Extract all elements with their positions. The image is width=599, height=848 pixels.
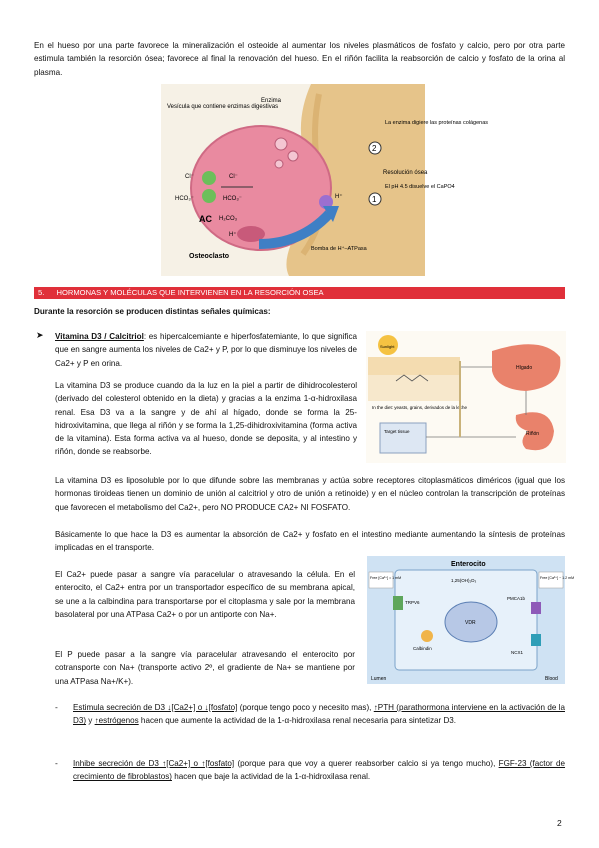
dash-bullet-2: - xyxy=(55,758,58,768)
enterocyte-diagram xyxy=(367,556,575,684)
vitd-term: Vitamina D3 / Calcitriol xyxy=(55,332,144,341)
h2co3-label: H₂CO₃ xyxy=(219,216,238,222)
dash-item-1-part-6: hacen que aumente la actividad de la 1-α-hidroxilasa renal necesaria para sintetizar D3. xyxy=(138,716,457,726)
vitd-label: 1,25(OH)₂D₃ xyxy=(451,578,477,583)
osteoclast-label: Osteoclasto xyxy=(189,253,230,260)
resorption-label: Resolución ósea xyxy=(383,170,428,176)
section-title: HORMONAS Y MOLÉCULAS QUE INTERVIENEN EN LA RESORCIÓN OSEA xyxy=(56,288,324,297)
vitd-diagram xyxy=(366,331,566,463)
ncx-label: NCX1 xyxy=(511,650,524,655)
h-plus-label-2: H⁺ xyxy=(335,194,343,200)
dash-item-1-part-2: (porque tengo poco y necesito mas), xyxy=(237,703,374,712)
ca-paragraph: El Ca2+ puede pasar a sangre vía paracelular o atravesando la célula. En el enterocito, el Ca2+ entra por un transportador específico de su membrana apical, se une a la calbindina para transportarse por el citoplasma y sale por la membrana basolateral por una ATPasa Ca2+ o por un antiporte con Na+. xyxy=(55,570,355,619)
dash-item-1-part-1: Estimula secreción de D3 ↓[Ca2+] o ↓[fosfato] xyxy=(73,703,238,712)
osteoclast-diagram xyxy=(161,84,489,276)
hco3-label-2: HCO₃⁻ xyxy=(223,196,242,202)
dash-item-2-part-3: FGF-23 (factor de crecimiento de fibroblastos) xyxy=(73,759,566,782)
enterocyte-title: Enterocito xyxy=(451,561,486,568)
dash-item-2 xyxy=(73,757,565,784)
free-ca-left-label: Free [Ca²⁺] = 1 mM xyxy=(370,576,402,580)
vesicle-label: Vesícula que contiene enzimas digestivas xyxy=(167,104,279,110)
ac-label: AC xyxy=(199,214,212,224)
blood-label: Blood xyxy=(545,676,558,682)
section-header xyxy=(34,287,565,299)
free-ca-right-label: Free [Ca²⁺] ~ 1.2 mM xyxy=(540,576,575,580)
vitd-bullet xyxy=(55,330,357,370)
dash-item-1-part-5: ↑estrógenos xyxy=(94,716,139,726)
lumen-label: Lumen xyxy=(371,676,387,682)
trpv6-label: TRPV6 xyxy=(405,600,420,605)
liver-label: Hígado xyxy=(516,365,533,371)
pmca-label: PMCA1b xyxy=(507,596,526,601)
dash-item-1-part-4: y xyxy=(86,716,95,726)
dash-item-2-part-4: hacen que baje la actividad de la 1-α-hidroxilasa renal. xyxy=(171,772,371,782)
section-number: 5. xyxy=(38,288,45,297)
vitd-bullet-text: : es hipercalcemiante e hiperfosfatemiante, lo que significa que en sangre aumenta los niveles de Ca2+ y P, por lo que disminuye los niveles de Ca2+ y P en orina. xyxy=(55,332,358,368)
sunlight-label: Sunlight xyxy=(380,344,395,349)
enzyme-digests-label: La enzima digiere las proteínas colágenas xyxy=(385,120,489,126)
hco3-label-1: HCO₃⁻ xyxy=(175,196,194,202)
calbindin-label: Calbindin xyxy=(413,646,432,651)
lead-text: Durante la resorción se producen distintas señales químicas: xyxy=(34,307,271,316)
diet-label: In the diet: yeasts, grains, derivados de la leche xyxy=(372,405,468,410)
step-one-label: 1 xyxy=(372,195,377,204)
pump-label: Bomba de H⁺–ATPasa xyxy=(311,246,367,252)
cl-label-1: Cl⁻ xyxy=(185,174,194,180)
osteoclast-figure xyxy=(161,84,489,276)
vitd-paragraph: La vitamina D3 se produce cuando da la luz en la piel a partir de dihidrocolesterol (derivado del colesterol obtenido en la dieta) y gracias a la enzima 1-α-hidroxilasa renal. Esa D3 va a la sangre y de ahí al hígado, donde se forma la 25-hidroxivitamina, que llega al riñón y se forma la 1,25-dihidroxivitamina (forma activa de la vitamina). Esta forma activa va al hueso, donde se deposita, y al intestino y riñón, donde se reabsorbe. xyxy=(55,381,358,457)
step-two-label: 2 xyxy=(372,144,377,153)
basically-paragraph: Básicamente lo que hace la D3 es aumentar la absorción de Ca2+ y fosfato en el intestino mediante aumentando la síntesis de proteínas implicadas en el transporte. xyxy=(55,530,565,553)
dash-item-1-part-3: ↑PTH (parathormona interviene en la activación de la D3) xyxy=(73,703,565,726)
enterocyte-figure xyxy=(367,556,575,684)
kidney-label: Riñón xyxy=(526,431,540,437)
h-plus-label-1: H⁺ xyxy=(229,232,237,238)
nucleus-label: VDR xyxy=(465,620,476,626)
p-paragraph: El P puede pasar a la sangre vía paracelular atravesando el enterocito por cotransporte con Na+ (transporte activo 2º, el gradiente de Na+ se mantiene por una ATPasa Na+/K+). xyxy=(55,650,355,686)
ph-label: El pH 4.5 disuelve el CaPO4 xyxy=(385,184,455,190)
enzyme-label: Enzima xyxy=(261,98,282,104)
target-tissue-label: Target tissue xyxy=(384,429,410,434)
page-number: 2 xyxy=(557,818,562,828)
liposoluble-paragraph: La vitamina D3 es liposoluble por lo que difunde sobre las membranas y actúa sobre receptores citoplasmáticos diméricos (igual que los hormonas tiroideas tienen un dominio de unión al calcitriol y otro de unión a retinoide) y en el núcleo controlan la transcripción de proteínas que favorecen el metabolismo del Ca2+, pero NO PRODUCE CA2+ NI FOSFATO. xyxy=(55,476,565,512)
vitd-figure xyxy=(366,331,566,463)
dash-bullet-1: - xyxy=(55,702,58,712)
bullet-arrow-icon: ➤ xyxy=(36,330,44,340)
intro-paragraph: En el hueso por una parte favorece la mineralización el osteoide al aumentar los niveles plasmáticos de fosfato y calcio, pero por otra parte estimula también la resorción ósea; favorece al final la renovación del hueso. En el riñón facilita la reabsorción de calcio y fosfato de la orina al plasma. xyxy=(34,41,565,77)
dash-item-2-part-1: Inhibe secreción de D3 ↑[Ca2+] o ↑[fosfato] xyxy=(73,759,235,768)
dash-item-1 xyxy=(73,701,565,728)
dash-item-2-part-2: (porque para que voy a querer reabsorber calcio si ya tengo mucho), xyxy=(234,759,499,768)
cl-label-2: Cl⁻ xyxy=(229,174,238,180)
